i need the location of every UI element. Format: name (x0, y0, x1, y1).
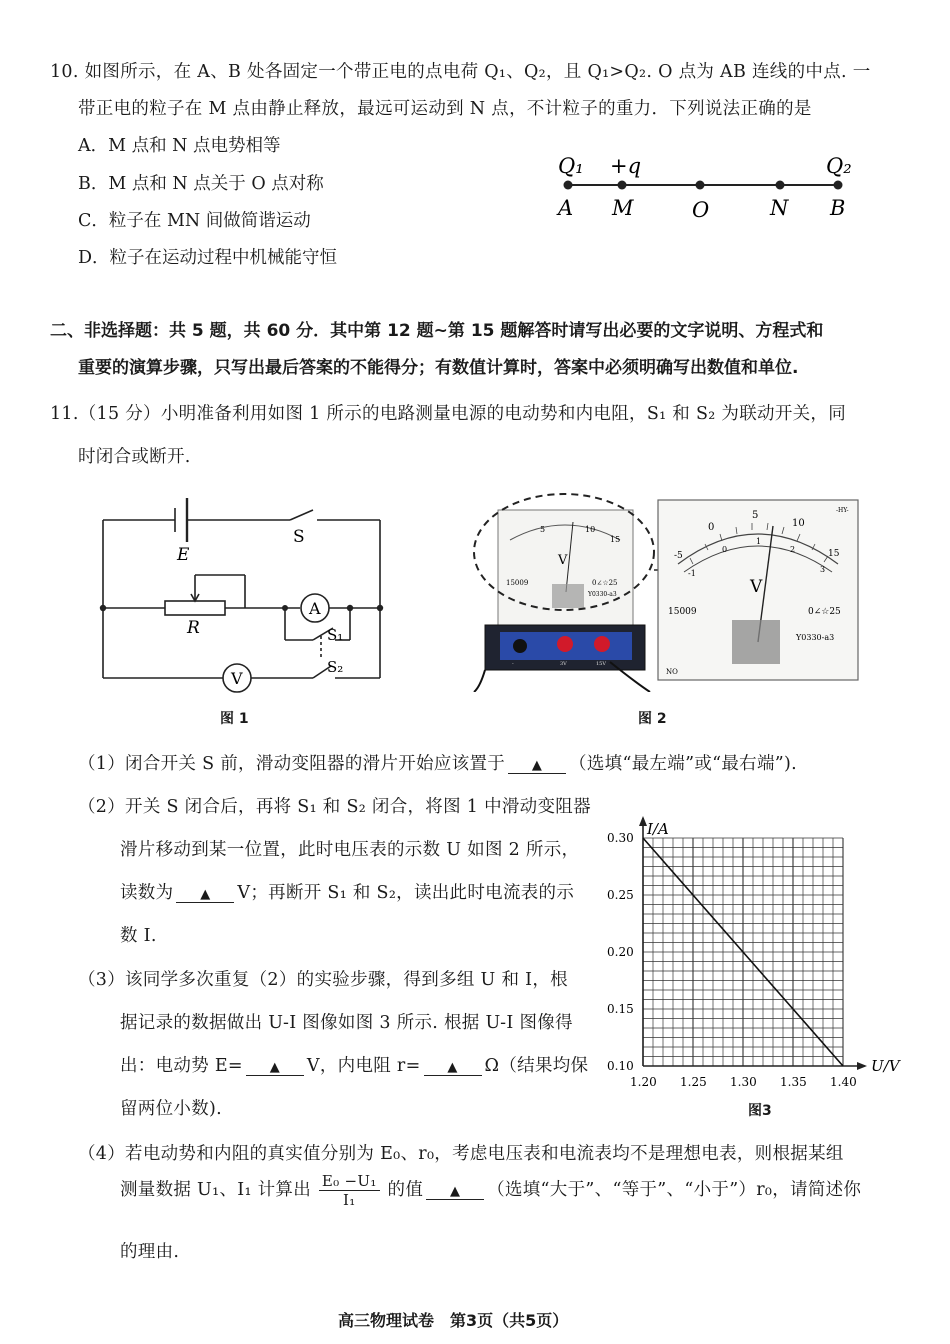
q11-part2-line2: 滑片移动到某一位置，此时电压表的示数 U 如图 2 所示， (120, 840, 580, 860)
big-inner-1: 1 (756, 537, 762, 546)
terminal-15v (594, 636, 610, 652)
x-tick-label: 1.40 (830, 1075, 857, 1089)
terminal-neg (513, 639, 527, 653)
big-unit: V (750, 577, 763, 597)
big-corner: NO (666, 668, 678, 676)
fig1-circuit (95, 490, 395, 700)
terminal-15v-label: 15V (596, 661, 606, 667)
big-model: Y0330-a3 (796, 633, 835, 642)
page-footer: 高三物理试卷 第3页（共5页） (338, 1311, 569, 1330)
chart-x-ticks (630, 1075, 857, 1089)
label-q2: Q₂ (826, 154, 852, 178)
label-b: B (830, 196, 846, 220)
q11-part3-blank-e[interactable]: ▲ (246, 1060, 304, 1076)
big-code: 15009 (668, 607, 697, 617)
point-n (776, 181, 785, 190)
big-scale-15: 15 (828, 549, 840, 559)
q11-part3-line1: （3）该同学多次重复（2）的实验步骤，得到多组 U 和 I，根 (78, 970, 568, 990)
label-n: N (770, 196, 789, 220)
fig3-caption: 图3 (748, 1103, 772, 1119)
q10-option-b: B．M 点和 N 点关于 O 点对称 (78, 174, 324, 194)
y-tick-label: 0.25 (607, 888, 634, 902)
small-scale-5: 5 (540, 525, 546, 534)
chart-x-label: U/V (871, 1057, 900, 1075)
terminal-3v-label: 3V (560, 661, 567, 667)
fig1-caption: 图 1 (220, 711, 249, 727)
label-q1: Q₁ (558, 154, 584, 178)
q11-part3-line4: 留两位小数). (120, 1099, 222, 1119)
big-scale-5: 5 (752, 510, 759, 521)
x-tick-label: 1.35 (780, 1075, 807, 1089)
small-scale-15: 15 (610, 535, 621, 544)
big-inner-0: 0 (722, 545, 728, 554)
big-mark: 0∠☆25 (808, 607, 841, 617)
x-tick-label: 1.30 (730, 1075, 757, 1089)
small-model: Y0330-a3 (588, 591, 617, 598)
q11-part2-line3: 读数为 ▲ V；再断开 S₁ 和 S₂，读出此时电流表的示 (120, 883, 575, 903)
q11-part1-blank[interactable]: ▲ (508, 758, 566, 774)
q10-stem-line1: 10. 如图所示，在 A、B 处各固定一个带正电的点电荷 Q₁、Q₂，且 Q₁>Q₂. O 点为 AB 连线的中点. 一 (50, 62, 871, 82)
q11-part4-line3: 的理由. (120, 1242, 180, 1262)
x-tick-label: 1.20 (630, 1075, 657, 1089)
q10-charge-diagram (540, 145, 870, 230)
q11-part4-line2: 测量数据 U₁、I₁ 计算出 $\frac{\text{E₀ −U₁}}{\text{I₁}}$ 的值 ▲ （选填“大于”、“等于”、“小于”）r₀，请简述你 (120, 1172, 862, 1209)
label-o: O (692, 198, 710, 222)
fraction-e0-u1-over-i1: $\frac{\text{E₀ −U₁}}{\text{I₁}}$ (319, 1172, 380, 1209)
fig2-voltmeter-photo (470, 492, 865, 692)
chart-y-ticks (607, 831, 634, 1073)
label-s: S (293, 527, 305, 547)
label-s2: S₂ (327, 658, 344, 676)
label-ammeter: A (309, 599, 321, 618)
y-tick-label: 0.15 (607, 1002, 634, 1016)
q11-part3-line3: 出：电动势 E= ▲ V，内电阻 r= ▲ Ω（结果均保 (120, 1056, 589, 1076)
chart-y-label: I/A (647, 820, 669, 838)
q11-stem-line1: 11.（15 分）小明准备利用如图 1 所示的电路测量电源的电动势和内电阻，S₁ 和 S₂ 为联动开关，同 (50, 404, 847, 424)
fig3-ui-chart (605, 810, 930, 1095)
section2-heading-line2: 重要的演算步骤，只写出最后答案的不能得分；有数值计算时，答案中必须明确写出数值和单位. (78, 358, 799, 378)
q10-option-a: A．M 点和 N 点电势相等 (78, 136, 281, 156)
terminal-3v (557, 636, 573, 652)
q11-part2-line4: 数 I. (120, 926, 157, 946)
q10-stem-line2: 带正电的粒子在 M 点由静止释放，最远可运动到 N 点，不计粒子的重力．下列说法正确的是 (78, 99, 812, 119)
q11-part3-line2: 据记录的数据做出 U-I 图像如图 3 所示. 根据 U-I 图像得 (120, 1013, 573, 1033)
q11-stem-line2: 时闭合或断开. (78, 447, 191, 467)
big-inner-neg1: -1 (688, 569, 696, 578)
label-r: R (187, 618, 200, 638)
big-scale-0: 0 (708, 522, 715, 533)
point-b (834, 181, 843, 190)
q11-part2-line1: （2）开关 S 闭合后，再将 S₁ 和 S₂ 闭合，将图 1 中滑动变阻器 (78, 797, 591, 817)
q11-part3-blank-r[interactable]: ▲ (424, 1060, 482, 1076)
label-e: E (177, 545, 190, 565)
x-tick-label: 1.25 (680, 1075, 707, 1089)
label-s1: S₁ (327, 626, 344, 644)
section2-heading-line1: 二、非选择题：共 5 题，共 60 分．其中第 12 题~第 15 题解答时请写出必要的文字说明、方程式和 (50, 321, 824, 341)
big-tag: -HY- (836, 507, 849, 514)
q10-option-d: D．粒子在运动过程中机械能守恒 (78, 248, 338, 268)
big-scale-10: 10 (792, 518, 805, 529)
y-tick-label: 0.10 (607, 1059, 634, 1073)
big-inner-3: 3 (820, 565, 826, 574)
small-unit: V (558, 553, 568, 568)
y-tick-label: 0.30 (607, 831, 634, 845)
y-tick-label: 0.20 (607, 945, 634, 959)
label-m: M (612, 196, 634, 220)
fig2-caption: 图 2 (638, 711, 667, 727)
q11-part4-blank[interactable]: ▲ (426, 1184, 484, 1200)
chart-x-arrow (857, 1062, 867, 1070)
small-mark: 0∠☆25 (592, 579, 618, 587)
point-a (564, 181, 573, 190)
q10-option-c: C．粒子在 MN 间做简谐运动 (78, 211, 311, 231)
terminal-neg-label: - (512, 661, 514, 667)
q11-part1: （1）闭合开关 S 前，滑动变阻器的滑片开始应该置于 ▲ （选填“最左端”或“最右端”). (78, 754, 798, 774)
point-o (696, 181, 705, 190)
chart-y-arrow (639, 816, 647, 826)
small-code: 15009 (506, 579, 529, 587)
q11-part4-line1: （4）若电动势和内阻的真实值分别为 E₀、r₀，考虑电压表和电流表均不是理想电表，则根据某组 (78, 1144, 844, 1164)
label-plus-q: +q (610, 154, 642, 178)
q11-part2-blank[interactable]: ▲ (176, 887, 234, 903)
point-m (618, 181, 627, 190)
small-scale-10: 10 (585, 525, 596, 534)
big-inner-2: 2 (790, 545, 796, 554)
label-a: A (558, 196, 574, 220)
big-scale-neg5: -5 (674, 551, 683, 561)
label-voltmeter: V (231, 669, 243, 688)
